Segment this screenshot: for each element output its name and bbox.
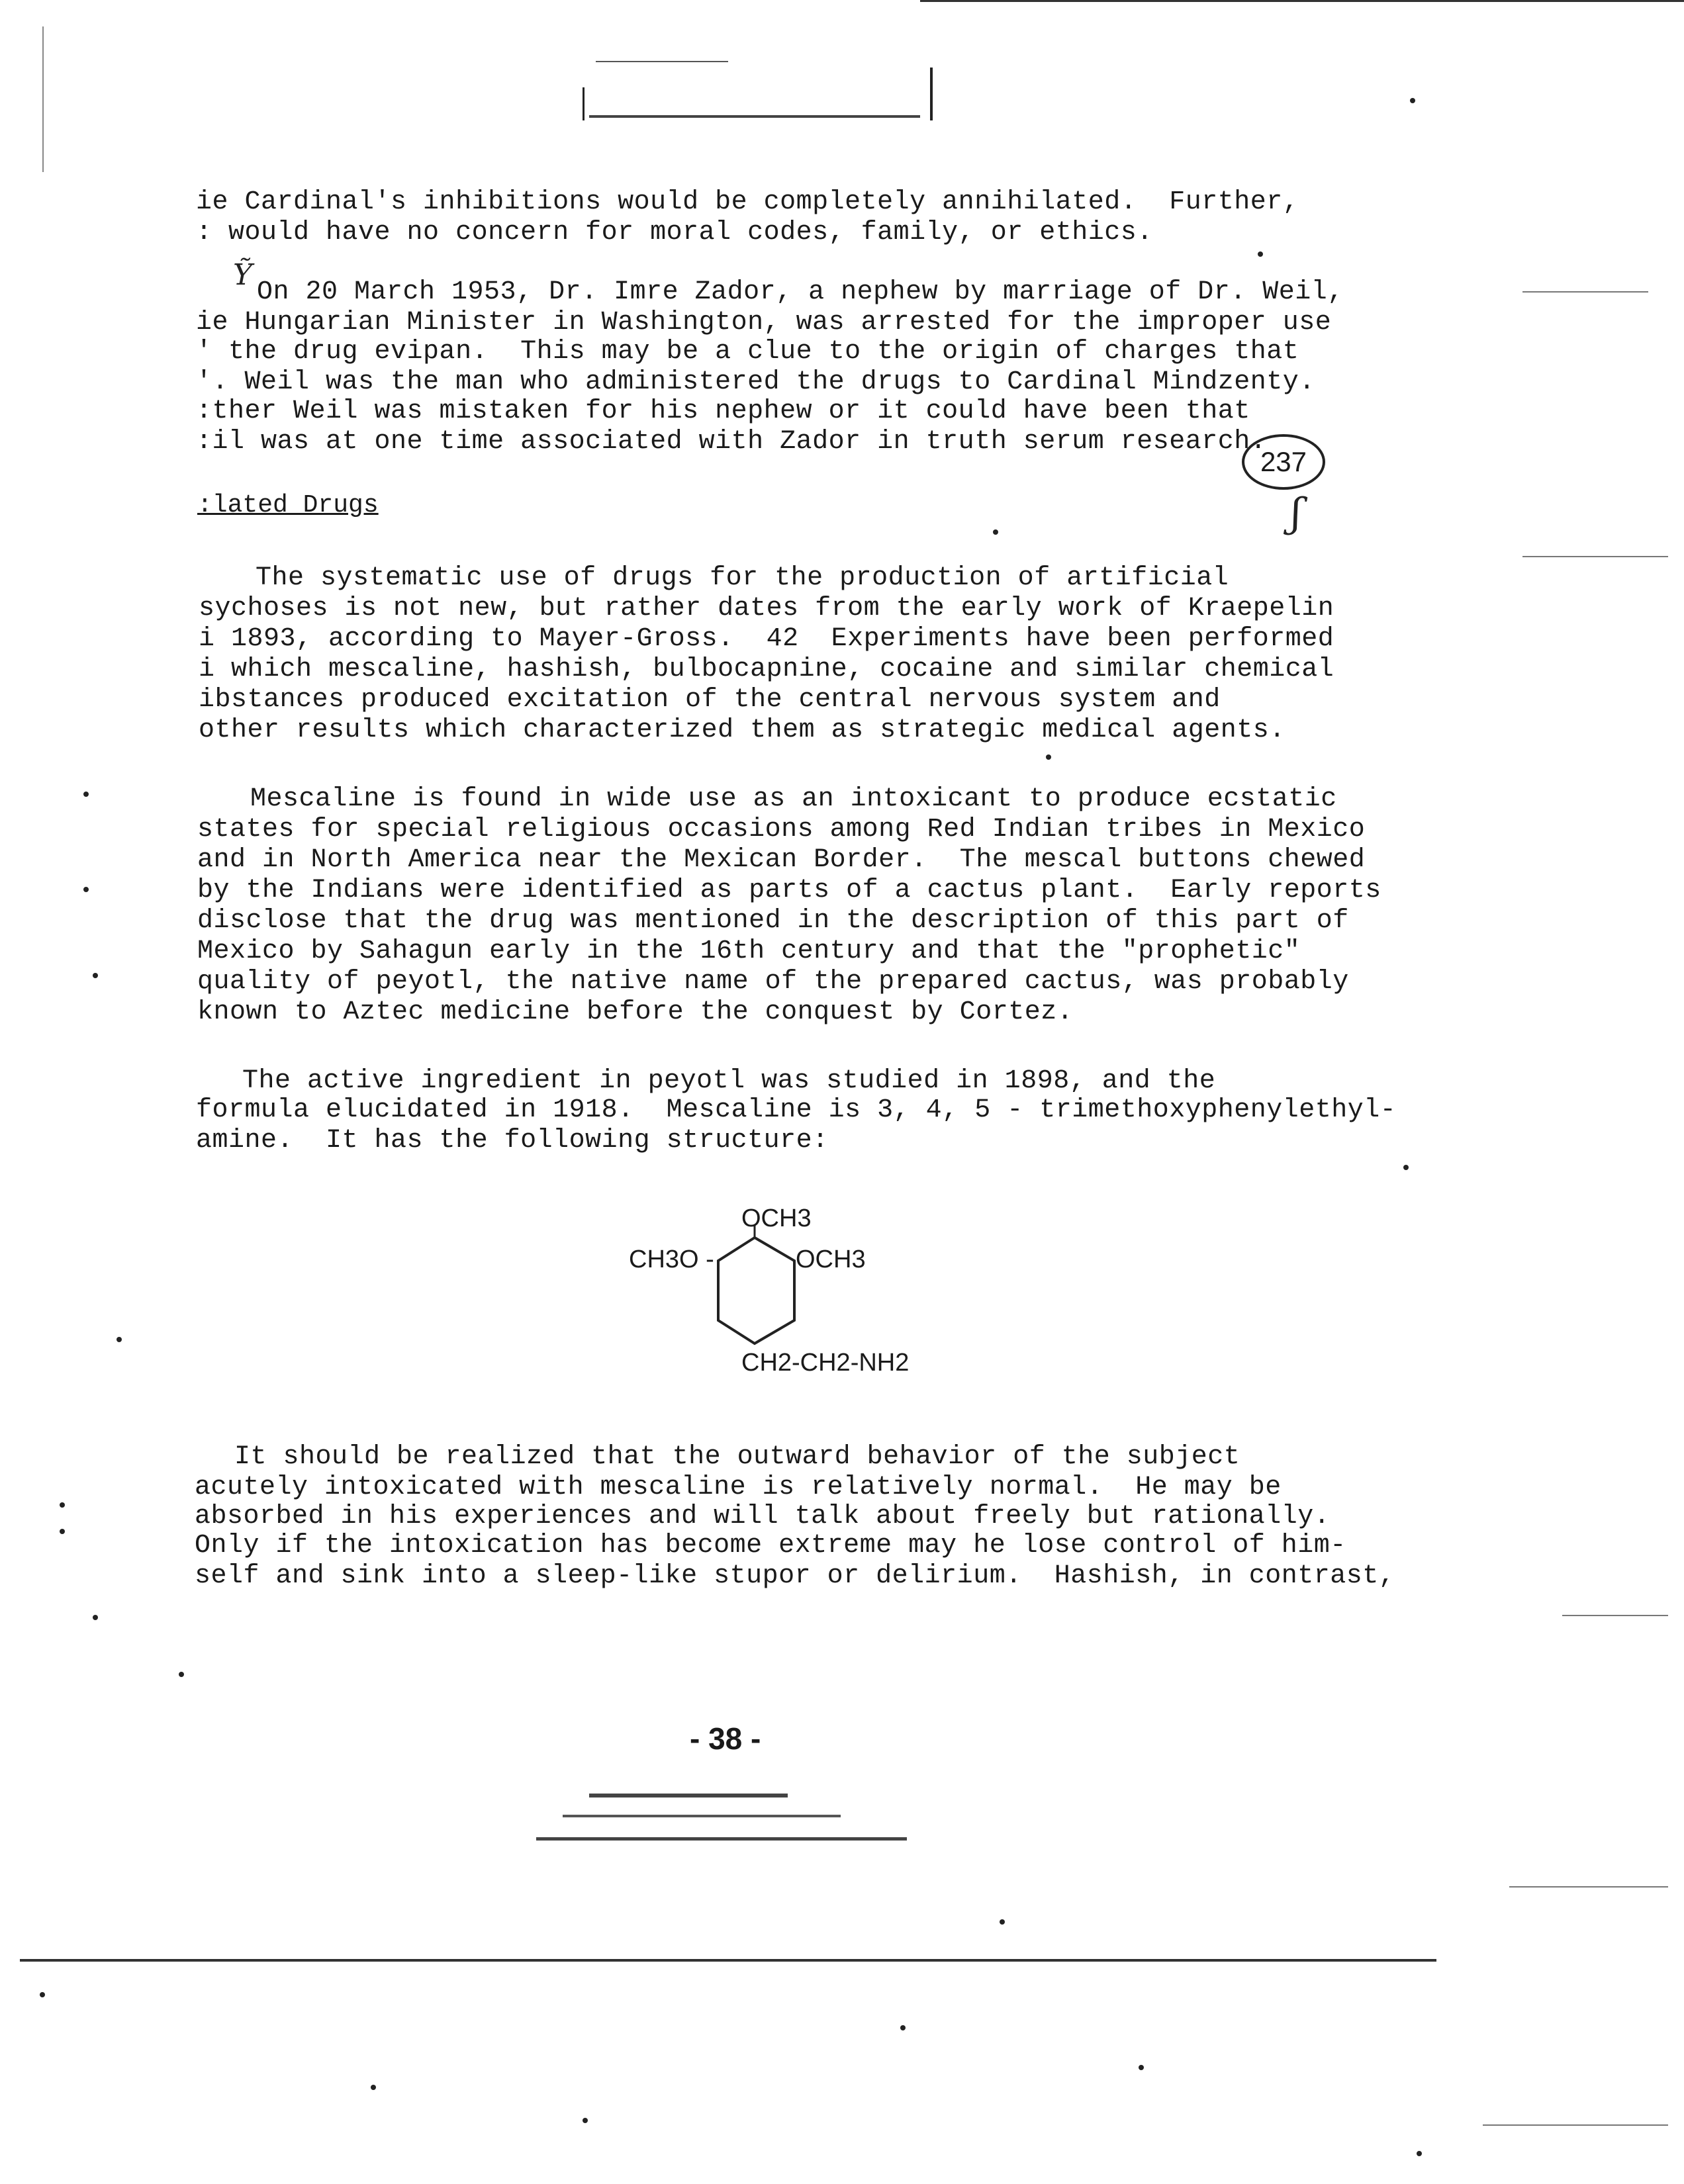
text-line: other results which characterized them as strategic medical agents. bbox=[199, 715, 1286, 745]
benzene-ring-icon bbox=[622, 1205, 953, 1416]
text-line: absorbed in his experiences and will talk about freely but rationally. bbox=[195, 1502, 1331, 1531]
scan-speck bbox=[1258, 251, 1263, 257]
margin-line bbox=[1522, 556, 1668, 557]
left-margin-line bbox=[42, 26, 44, 172]
structure-right-group: OCH3 bbox=[796, 1246, 866, 1273]
text-line: formula elucidated in 1918. Mescaline is 3, 4, 5 - trimethoxyphenylethyl- bbox=[196, 1095, 1397, 1125]
text-line: ie Cardinal's inhibitions would be completely annihilated. Further, bbox=[196, 187, 1299, 217]
text-line: The active ingredient in peyotl was studied in 1898, and the bbox=[242, 1066, 1216, 1096]
text-line: :il was at one time associated with Zador in truth serum research. bbox=[196, 427, 1267, 457]
margin-line bbox=[1562, 1615, 1668, 1616]
scan-speck bbox=[371, 2085, 376, 2090]
scan-speck bbox=[60, 1529, 65, 1534]
scan-speck bbox=[1000, 1919, 1005, 1925]
margin-line bbox=[1522, 291, 1648, 293]
scan-speck bbox=[1139, 2065, 1144, 2070]
scan-speck bbox=[40, 1992, 45, 1997]
text-line: by the Indians were identified as parts of a cactus plant. Early reports bbox=[197, 876, 1381, 905]
bottom-stamp-smudge bbox=[523, 1774, 947, 1860]
text-line: quality of peyotl, the native name of the prepared cactus, was probably bbox=[197, 967, 1349, 997]
scan-speck bbox=[83, 792, 89, 797]
text-line: ibstances produced excitation of the central nervous system and bbox=[199, 685, 1221, 715]
text-line: i which mescaline, hashish, bulbocapnine, cocaine and similar chemical bbox=[199, 655, 1334, 684]
text-line: disclose that the drug was mentioned in the description of this part of bbox=[197, 906, 1349, 936]
margin-line bbox=[1509, 1886, 1668, 1888]
scan-speck bbox=[83, 887, 89, 892]
text-line: sychoses is not new, but rather dates from the early work of Kraepelin bbox=[199, 594, 1334, 623]
scan-speck bbox=[179, 1672, 184, 1677]
text-line: and in North America near the Mexican Border. The mescal buttons chewed bbox=[197, 845, 1366, 875]
text-line: : would have no concern for moral codes, family, or ethics. bbox=[196, 218, 1153, 248]
scan-speck bbox=[993, 529, 998, 535]
text-line: :ther Weil was mistaken for his nephew or it could have been that bbox=[196, 396, 1250, 426]
scan-speck bbox=[900, 2025, 906, 2030]
bottom-page-rule bbox=[20, 1959, 1436, 1962]
scan-speck bbox=[1403, 1165, 1409, 1170]
margin-line bbox=[1483, 2124, 1668, 2126]
scan-speck bbox=[93, 1615, 98, 1620]
text-line: ie Hungarian Minister in Washington, was arrested for the improper use bbox=[196, 308, 1332, 338]
top-redaction-mark bbox=[569, 41, 940, 127]
text-line: ' the drug evipan. This may be a clue to the origin of charges that bbox=[196, 337, 1299, 367]
text-line: Mexico by Sahagun early in the 16th century and that the "prophetic" bbox=[197, 936, 1301, 966]
scan-speck bbox=[93, 973, 98, 978]
text-line: Only if the intoxication has become extreme may he lose control of him- bbox=[195, 1531, 1346, 1561]
handwritten-check-mark: Ỹ bbox=[233, 258, 253, 292]
text-line: It should be realized that the outward behavior of the subject bbox=[234, 1442, 1240, 1472]
text-line: amine. It has the following structure: bbox=[196, 1126, 829, 1156]
text-line: The systematic use of drugs for the production of artificial bbox=[256, 563, 1229, 593]
structure-left-group: CH3O - bbox=[629, 1246, 714, 1273]
mescaline-structure-diagram bbox=[622, 1205, 953, 1416]
text-line: known to Aztec medicine before the conquest by Cortez. bbox=[197, 997, 1074, 1027]
text-line: self and sink into a sleep-like stupor or delirium. Hashish, in contrast, bbox=[195, 1561, 1395, 1591]
scan-speck bbox=[1417, 2151, 1422, 2156]
top-right-border bbox=[920, 0, 1684, 2]
page-number: - 38 - bbox=[690, 1721, 761, 1756]
scan-speck bbox=[60, 1502, 65, 1508]
scan-speck bbox=[583, 2118, 588, 2123]
text-line: i 1893, according to Mayer-Gross. 42 Experiments have been performed bbox=[199, 624, 1334, 654]
reference-circle-237 bbox=[1242, 434, 1325, 490]
reference-number: 237 bbox=[1260, 446, 1307, 477]
handwritten-mark: ʃ bbox=[1291, 490, 1302, 536]
text-line: '. Weil was the man who administered the drugs to Cardinal Mindzenty. bbox=[196, 367, 1315, 397]
scan-speck bbox=[1410, 98, 1415, 103]
scan-speck bbox=[117, 1337, 122, 1342]
scan-speck bbox=[1046, 754, 1051, 760]
text-line: states for special religious occasions among Red Indian tribes in Mexico bbox=[197, 815, 1366, 844]
text-line: Mescaline is found in wide use as an intoxicant to produce ecstatic bbox=[250, 784, 1337, 814]
structure-top-group: OCH3 bbox=[741, 1205, 812, 1232]
text-line: On 20 March 1953, Dr. Imre Zador, a nephew by marriage of Dr. Weil, bbox=[257, 277, 1344, 307]
structure-bottom-group: CH2-CH2-NH2 bbox=[741, 1349, 910, 1377]
section-heading: :lated Drugs bbox=[197, 491, 379, 520]
text-line: acutely intoxicated with mescaline is relatively normal. He may be bbox=[195, 1473, 1282, 1502]
